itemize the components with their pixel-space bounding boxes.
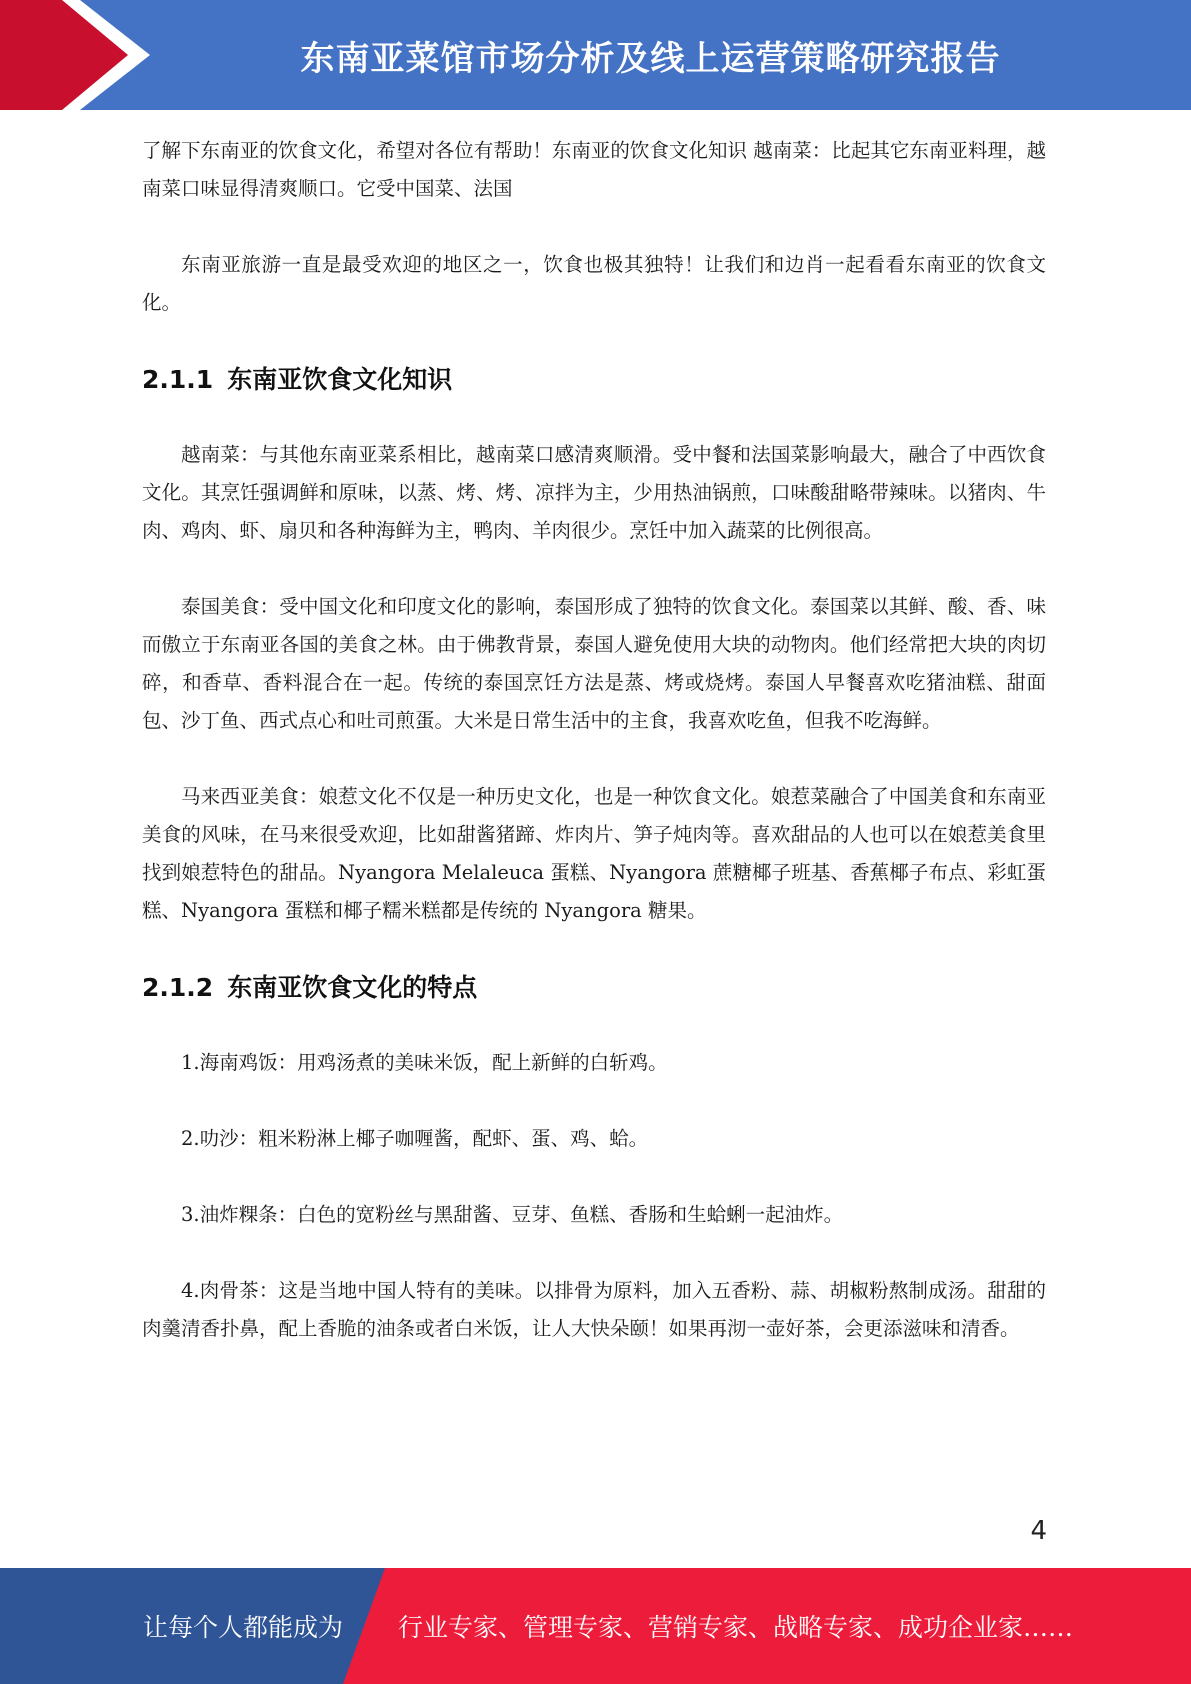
page-number: 4 [1030, 1516, 1047, 1546]
paragraph-thailand: 泰国美食：受中国文化和印度文化的影响，泰国形成了独特的饮食文化。泰国菜以其鲜、酸、香、味而傲立于东南亚各国的美食之林。由于佛教背景，泰国人避免使用大块的动物肉。他们经常把大块的肉切碎，和香草、香料混合在一起。传统的泰国烹饪方法是蒸、烤或烧烤。泰国人早餐喜欢吃猪油糕、甜面包、沙丁鱼、西式点心和吐司煎蛋。大米是日常生活中的主食，我喜欢吃鱼，但我不吃海鲜。 [142, 595, 1046, 732]
section-title: 东南亚饮食文化知识 [227, 365, 453, 394]
report-title: 东南亚菜馆市场分析及线上运营策略研究报告 [300, 38, 1001, 79]
section-title: 东南亚饮食文化的特点 [227, 973, 478, 1002]
list-item-hainan-chicken-rice: 1.海南鸡饭：用鸡汤煮的美味米饭，配上新鲜的白斩鸡。 [181, 1051, 668, 1074]
document-body [142, 132, 1046, 1386]
header-chevron-icon [0, 0, 160, 110]
footer-slogan-left: 让每个人都能成为 [143, 1613, 344, 1642]
footer-slogan-right: 行业专家、管理专家、营销专家、战略专家、成功企业家…… [398, 1613, 1074, 1642]
list-item-laksa: 2.叻沙：粗米粉淋上椰子咖喱酱，配虾、蛋、鸡、蛤。 [181, 1127, 649, 1150]
paragraph-intro: 了解下东南亚的饮食文化，希望对各位有帮助！东南亚的饮食文化知识 越南菜：比起其它东南亚料理，越南菜口味显得清爽顺口。它受中国菜、法国 [142, 139, 1046, 200]
page-footer [0, 1568, 1191, 1684]
section-heading-2-1-1 [142, 360, 1046, 400]
section-number: 2.1.1 [142, 365, 214, 394]
paragraph-malaysia: 马来西亚美食：娘惹文化不仅是一种历史文化，也是一种饮食文化。娘惹菜融合了中国美食和东南亚美食的风味，在马来很受欢迎，比如甜酱猪蹄、炸肉片、笋子炖肉等。喜欢甜品的人也可以在娘惹美食里找到娘惹特色的甜品。Nyangora Melaleuca 蛋糕、Nyangora 蔗糖椰子班基、香蕉椰子布点、彩虹蛋糕、Nyangora 蛋糕和椰子糯米糕都是传统的 Nyangora 糖果。 [142, 785, 1046, 922]
paragraph-vietnam: 越南菜：与其他东南亚菜系相比，越南菜口感清爽顺滑。受中餐和法国菜影响最大，融合了中西饮食文化。其烹饪强调鲜和原味，以蒸、烤、烤、凉拌为主，少用热油锅煎，口味酸甜略带辣味。以猪肉、牛肉、鸡肉、虾、扇贝和各种海鲜为主，鸭肉、羊肉很少。烹饪中加入蔬菜的比例很高。 [142, 443, 1046, 542]
list-item-bak-kut-teh: 4.肉骨茶：这是当地中国人特有的美味。以排骨为原料，加入五香粉、蒜、胡椒粉熬制成汤。甜甜的肉羹清香扑鼻，配上香脆的油条或者白米饭，让人大快朵颐！如果再沏一壶好茶，会更添滋味和清香。 [142, 1279, 1046, 1340]
paragraph-travel: 东南亚旅游一直是最受欢迎的地区之一，饮食也极其独特！让我们和边肖一起看看东南亚的饮食文化。 [142, 253, 1046, 314]
list-item-fried-kway-teow: 3.油炸粿条：白色的宽粉丝与黑甜酱、豆芽、鱼糕、香肠和生蛤蜊一起油炸。 [181, 1203, 844, 1226]
page-header [0, 0, 1191, 110]
section-heading-2-1-2 [142, 968, 1046, 1008]
section-number: 2.1.2 [142, 973, 214, 1002]
